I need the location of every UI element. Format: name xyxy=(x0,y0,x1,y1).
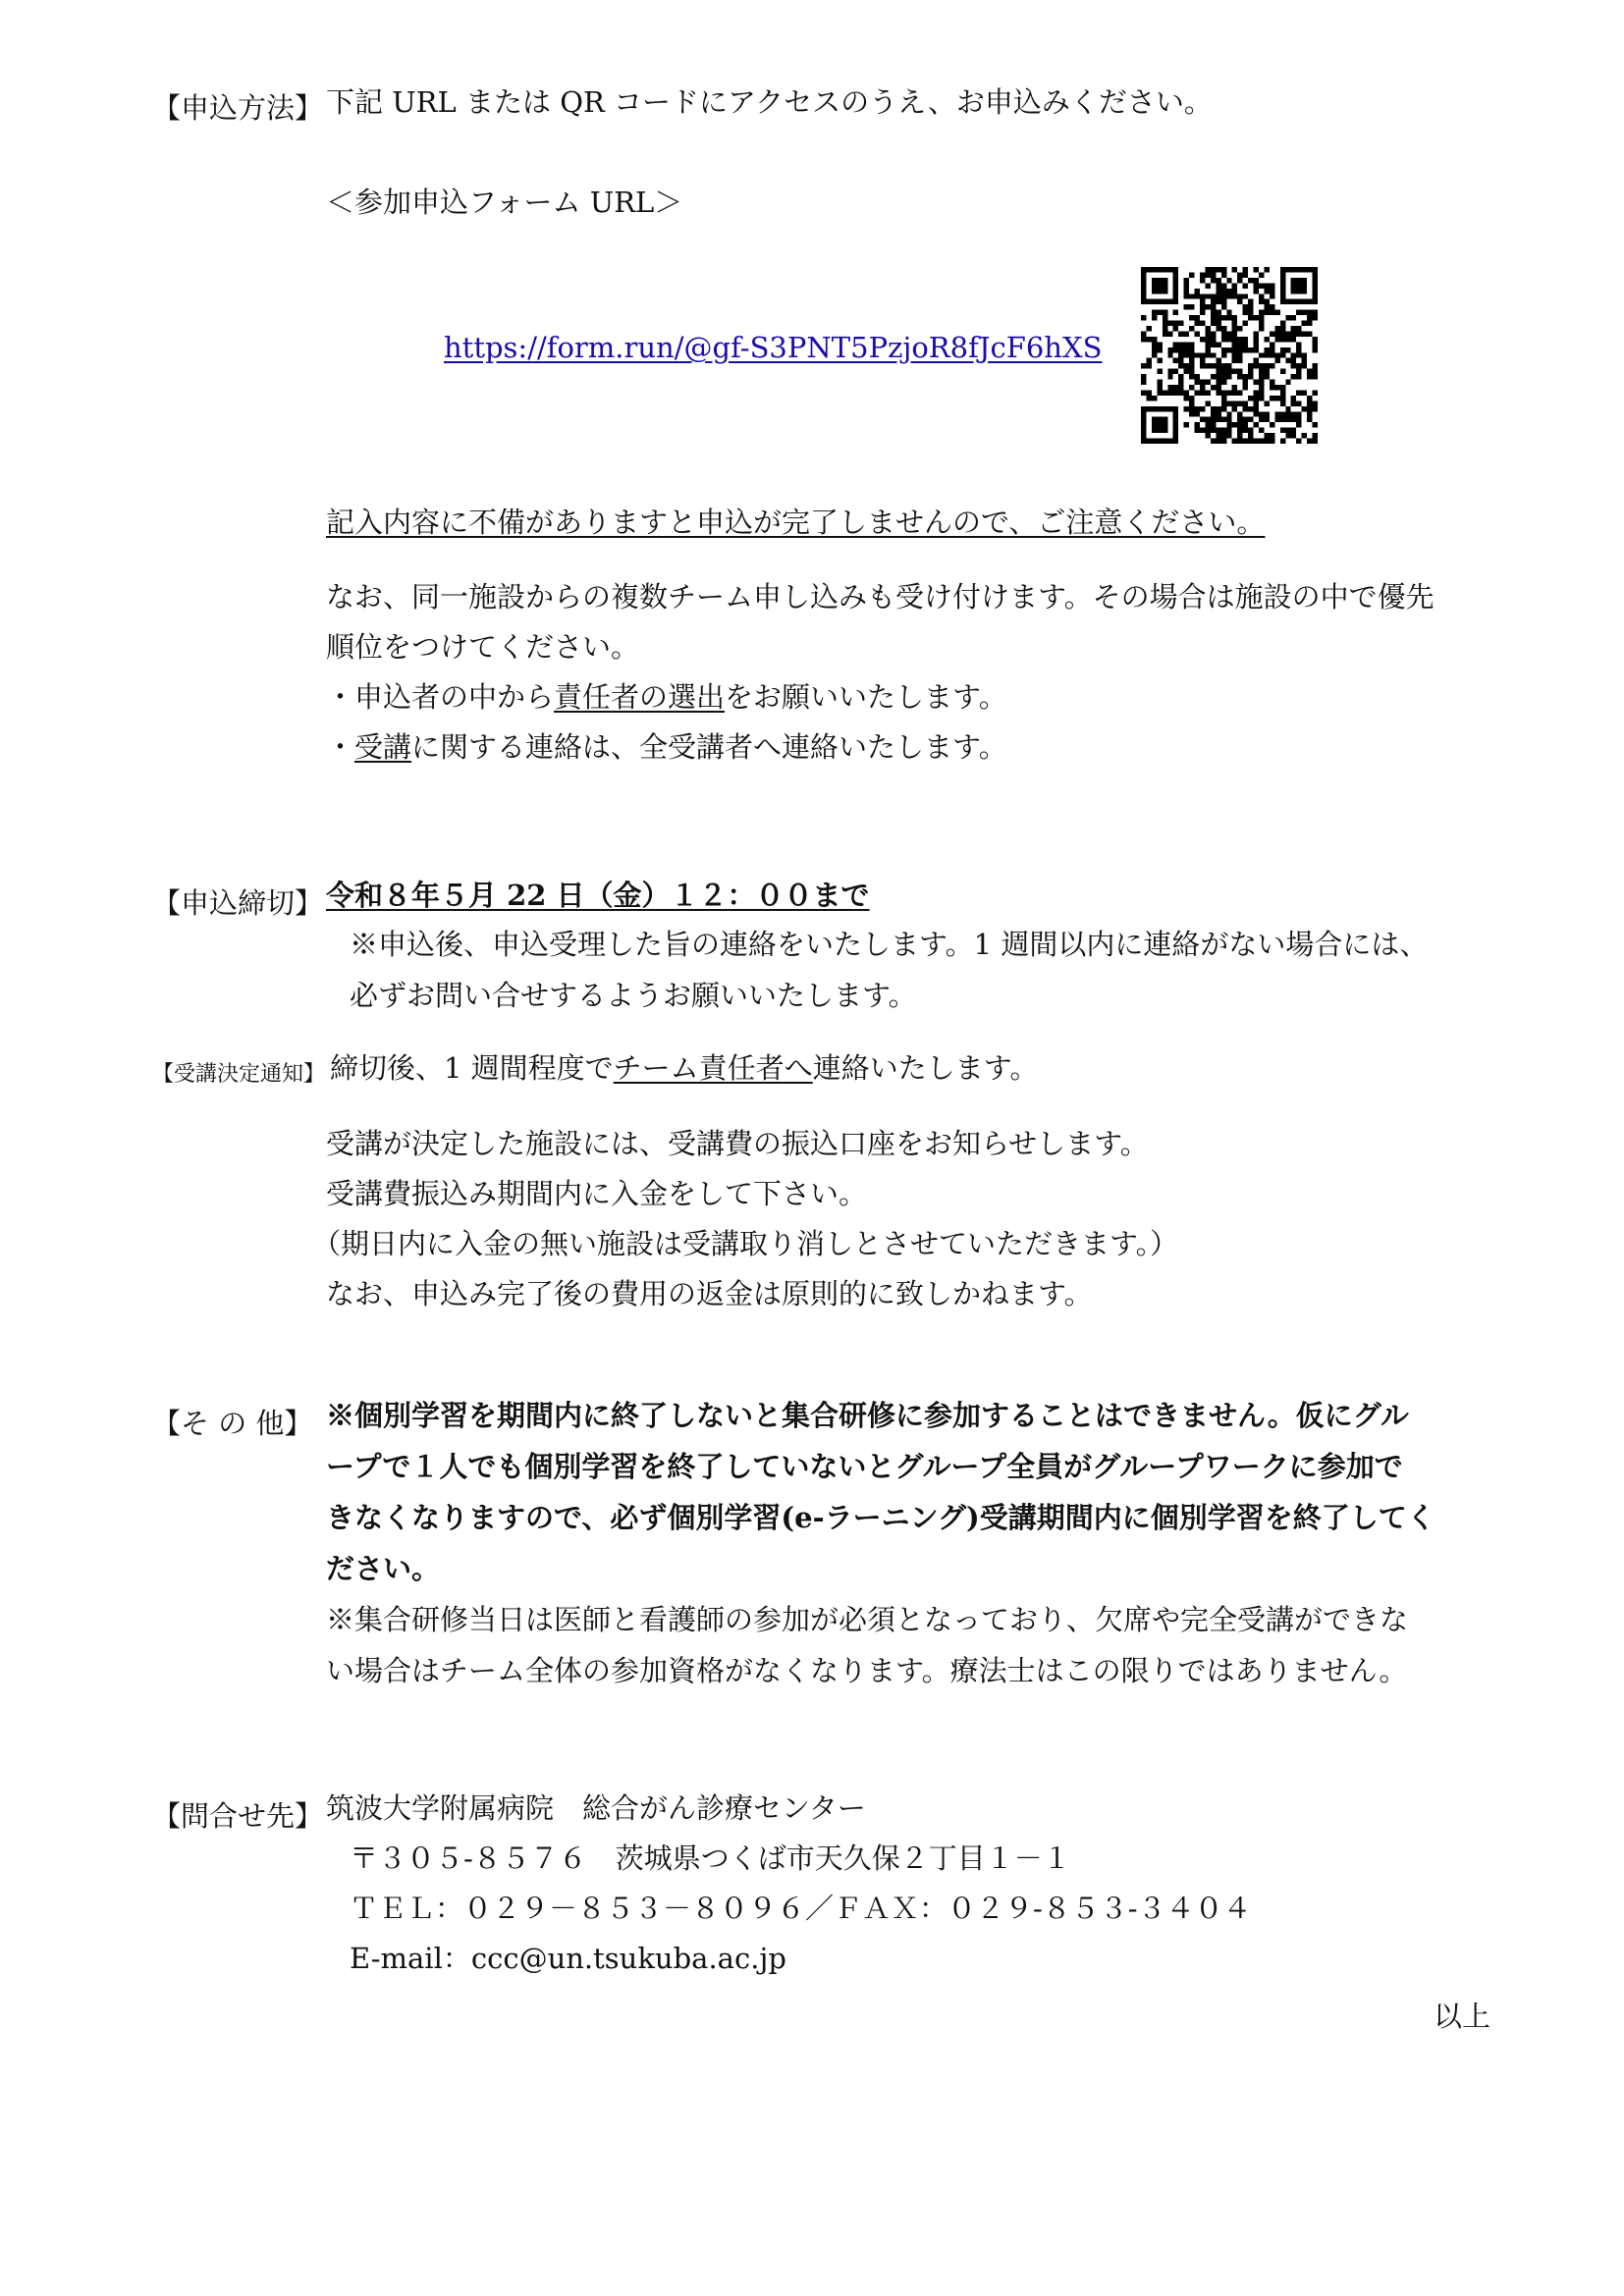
decision-underline: チーム責任者へ xyxy=(613,1051,813,1085)
bullet1-underline: 責任者の選出 xyxy=(554,680,726,714)
contact-phone: ＴＥＬ：０２９－８５３－８０９６／ＦＡＸ：０２９-８５３-３４０４ xyxy=(350,1892,1252,1925)
other-bold-2: ープで１人でも個別学習を終了していないとグループ全員がグループワークに参加で xyxy=(326,1450,1403,1483)
other-bold-1: ※個別学習を期間内に終了しないと集合研修に参加することはできません。仮にグル xyxy=(326,1399,1409,1432)
decision-line-2: 受講費振込み期間内に入金をして下さい。 xyxy=(326,1177,868,1210)
notice-text: 記入内容に不備がありますと申込が完了しませんので、ご注意ください。 xyxy=(326,506,1266,539)
bullet1-pre: ・申込者の中から xyxy=(326,680,555,714)
other-bold-3: きなくなりますので、必ず個別学習(e-ラーニング)受講期間内に個別学習を終了してく xyxy=(326,1501,1435,1534)
contact-address: 〒３０５-８５７６ 茨城県つくば市天久保２丁目１－１ xyxy=(350,1842,1071,1875)
qr-code-icon[interactable] xyxy=(1141,267,1318,444)
bullet2-underline: 受講 xyxy=(354,730,412,764)
other-note-1: ※集合研修当日は医師と看護師の参加が必須となっており、欠席や完全受講ができな xyxy=(326,1603,1409,1636)
bullet-responsible xyxy=(326,673,1007,721)
decision-line-3: （期日内に入金の無い施設は受講取り消しとさせていただきます。） xyxy=(312,1227,1179,1260)
note-line-1a: なお、同一施設からの複数チーム申し込みも受け付けます。その場合は施設の中で優先 xyxy=(326,580,1435,614)
decision-line-4: なお、申込み完了後の費用の返金は原則的に致しかねます。 xyxy=(326,1277,1093,1310)
deadline-note-a: ※申込後、申込受理した旨の連絡をいたします。1 週間以内に連絡がない場合には、 xyxy=(350,928,1429,961)
bullet2-post: に関する連絡は、全受講者へ連絡いたします。 xyxy=(411,730,1007,764)
other-bold-4: ださい。 xyxy=(326,1552,441,1585)
deadline-note-b: 必ずお問い合せするようお願いいたします。 xyxy=(350,979,917,1012)
decision-text xyxy=(330,1044,1038,1093)
closing-text: 以上 xyxy=(1434,2000,1491,2033)
bullet1-post: をお願いいたします。 xyxy=(725,680,1007,714)
deadline-date: 令和８年５月 22 日（金）１２：００まで xyxy=(326,879,870,912)
form-heading: ＜参加申込フォーム URL＞ xyxy=(326,186,683,219)
bullet-contact xyxy=(326,723,1007,772)
decision-line-1: 受講が決定した施設には、受講費の振込口座をお知らせします。 xyxy=(326,1127,1149,1160)
decision-label: 【受講決定通知】 xyxy=(152,1062,326,1087)
contact-org: 筑波大学附属病院 総合がん診療センター xyxy=(326,1791,866,1825)
apply-text: 下記 URL または QR コードにアクセスのうえ、お申込みください。 xyxy=(326,85,1213,119)
deadline-label: 【申込締切】 xyxy=(152,886,324,920)
form-url-link[interactable]: https://form.run/@gf-S3PNT5PzjoR8fJcF6hXS xyxy=(444,331,1103,364)
contact-email[interactable]: E-mail：ccc@un.tsukuba.ac.jp xyxy=(350,1942,786,1975)
contact-label: 【問合せ先】 xyxy=(152,1799,324,1833)
other-note-2: い場合はチーム全体の参加資格がなくなります。療法士はこの限りではありません。 xyxy=(326,1654,1408,1687)
decision-post: 連絡いたします。 xyxy=(812,1051,1039,1085)
other-label: 【そ の 他】 xyxy=(152,1407,313,1440)
bullet2-pre: ・ xyxy=(326,730,355,764)
apply-label: 【申込方法】 xyxy=(152,91,324,125)
note-line-1b: 順位をつけてください。 xyxy=(326,630,640,664)
decision-pre: 締切後、1 週間程度で xyxy=(330,1051,614,1085)
